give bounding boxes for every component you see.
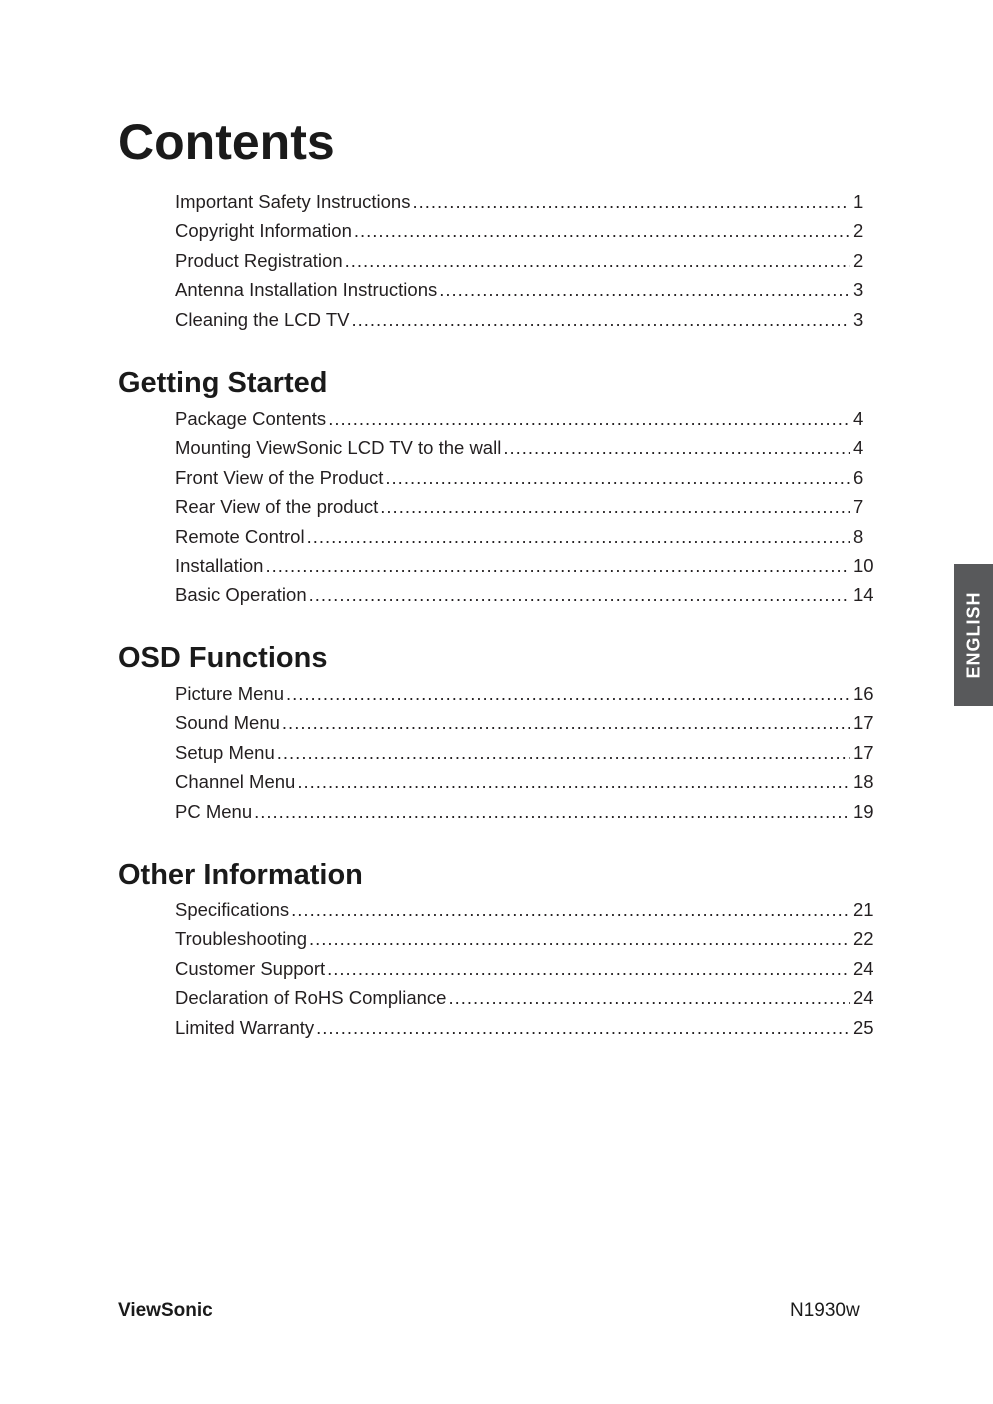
toc-entry-page: 17 bbox=[853, 741, 874, 763]
toc-entry-page: 6 bbox=[853, 466, 864, 488]
toc-entry[interactable] bbox=[175, 492, 875, 521]
dot-leader bbox=[297, 767, 850, 796]
dot-leader bbox=[354, 216, 850, 245]
dot-leader bbox=[380, 492, 850, 521]
dot-leader bbox=[412, 187, 850, 216]
toc-entry[interactable] bbox=[175, 551, 875, 580]
dot-leader bbox=[309, 924, 850, 953]
toc-entry-title: Front View of the Product bbox=[175, 466, 384, 488]
toc-entry-title: Declaration of RoHS Compliance bbox=[175, 987, 447, 1009]
dot-leader bbox=[291, 895, 850, 924]
toc-entry-title: Basic Operation bbox=[175, 584, 307, 606]
toc-entry-page: 3 bbox=[853, 308, 864, 330]
language-tab-label: ENGLISH bbox=[963, 591, 983, 679]
dot-leader bbox=[286, 679, 850, 708]
toc-entry-page: 4 bbox=[853, 437, 864, 459]
dot-leader bbox=[327, 954, 850, 983]
dot-leader bbox=[307, 522, 850, 551]
toc-entry-title: Troubleshooting bbox=[175, 928, 307, 950]
toc-entry-title: Product Registration bbox=[175, 249, 343, 271]
toc-other-information-list bbox=[175, 895, 875, 1042]
toc-entry[interactable] bbox=[175, 580, 875, 609]
page-title: Contents bbox=[118, 114, 335, 170]
toc-entry[interactable] bbox=[175, 246, 875, 275]
dot-leader bbox=[503, 433, 850, 462]
toc-entry-title: Antenna Installation Instructions bbox=[175, 279, 438, 301]
toc-entry[interactable] bbox=[175, 679, 875, 708]
toc-entry-title: Installation bbox=[175, 554, 264, 576]
section-heading-getting-started: Getting Started bbox=[118, 367, 328, 399]
toc-entry-page: 19 bbox=[853, 800, 874, 822]
toc-entry[interactable] bbox=[175, 895, 875, 924]
toc-entry[interactable] bbox=[175, 983, 875, 1012]
toc-entry[interactable] bbox=[175, 954, 875, 983]
dot-leader bbox=[351, 305, 850, 334]
toc-entry-page: 16 bbox=[853, 683, 874, 704]
toc-entry[interactable] bbox=[175, 708, 875, 737]
toc-entry-title: Remote Control bbox=[175, 525, 305, 547]
toc-entry[interactable] bbox=[175, 1013, 875, 1042]
dot-leader bbox=[254, 797, 850, 826]
dot-leader bbox=[448, 983, 850, 1012]
toc-entry-title: PC Menu bbox=[175, 800, 253, 822]
toc-entry-title: Customer Support bbox=[175, 957, 326, 979]
dot-leader bbox=[282, 708, 850, 737]
toc-entry-title: Channel Menu bbox=[175, 771, 296, 793]
dot-leader bbox=[439, 275, 850, 304]
toc-entry-page: 2 bbox=[853, 249, 864, 271]
toc-entry-page: 8 bbox=[853, 525, 864, 547]
toc-entry-page: 14 bbox=[853, 584, 874, 606]
dot-leader bbox=[328, 404, 850, 433]
toc-entry-page: 3 bbox=[853, 279, 864, 301]
footer-brand: ViewSonic bbox=[118, 1300, 213, 1321]
toc-entry[interactable] bbox=[175, 187, 875, 216]
language-tab bbox=[954, 564, 993, 706]
dot-leader bbox=[345, 246, 850, 275]
toc-entry[interactable] bbox=[175, 797, 875, 826]
toc-entry-page: 4 bbox=[853, 408, 864, 429]
toc-entry[interactable] bbox=[175, 924, 875, 953]
toc-entry[interactable] bbox=[175, 275, 875, 304]
toc-entry-title: Rear View of the product bbox=[175, 496, 379, 518]
dot-leader bbox=[277, 738, 850, 767]
toc-entry-page: 24 bbox=[853, 957, 874, 979]
toc-entry-page: 24 bbox=[853, 987, 874, 1009]
toc-entry-title: Limited Warranty bbox=[175, 1016, 315, 1038]
toc-osd-functions-list bbox=[175, 679, 875, 826]
toc-entry[interactable] bbox=[175, 767, 875, 796]
dot-leader bbox=[309, 580, 850, 609]
toc-entry-title: Copyright Information bbox=[175, 220, 352, 242]
toc-entry-title: Sound Menu bbox=[175, 712, 280, 734]
toc-entry-title: Mounting ViewSonic LCD TV to the wall bbox=[175, 437, 502, 459]
toc-entry-page: 2 bbox=[853, 220, 864, 242]
toc-entry-title: Package Contents bbox=[175, 408, 327, 429]
dot-leader bbox=[316, 1013, 850, 1042]
toc-getting-started-list bbox=[175, 404, 875, 610]
toc-entry[interactable] bbox=[175, 404, 875, 433]
toc-entry[interactable] bbox=[175, 216, 875, 245]
section-heading-other-information: Other Information bbox=[118, 859, 363, 891]
toc-entry[interactable] bbox=[175, 522, 875, 551]
toc-entry-page: 25 bbox=[853, 1016, 874, 1038]
section-heading-osd-functions: OSD Functions bbox=[118, 642, 328, 674]
toc-entry-page: 21 bbox=[853, 899, 874, 920]
toc-entry-title: Picture Menu bbox=[175, 683, 284, 704]
toc-entry-page: 18 bbox=[853, 771, 874, 793]
toc-entry-page: 17 bbox=[853, 712, 874, 734]
toc-entry-title: Cleaning the LCD TV bbox=[175, 308, 350, 330]
toc-entry-title: Important Safety Instructions bbox=[175, 191, 411, 212]
toc-entry[interactable] bbox=[175, 738, 875, 767]
toc-entry-title: Setup Menu bbox=[175, 741, 275, 763]
toc-entry-title: Specifications bbox=[175, 899, 290, 920]
toc-intro-list bbox=[175, 187, 875, 334]
toc-entry[interactable] bbox=[175, 433, 875, 462]
toc-entry-page: 1 bbox=[853, 191, 864, 212]
footer-model: N1930w bbox=[790, 1300, 860, 1321]
toc-entry-page: 22 bbox=[853, 928, 874, 950]
toc-entry[interactable] bbox=[175, 305, 875, 334]
toc-entry-page: 7 bbox=[853, 496, 864, 518]
dot-leader bbox=[385, 463, 850, 492]
dot-leader bbox=[265, 551, 850, 580]
toc-entry[interactable] bbox=[175, 463, 875, 492]
toc-entry-page: 10 bbox=[853, 554, 874, 576]
